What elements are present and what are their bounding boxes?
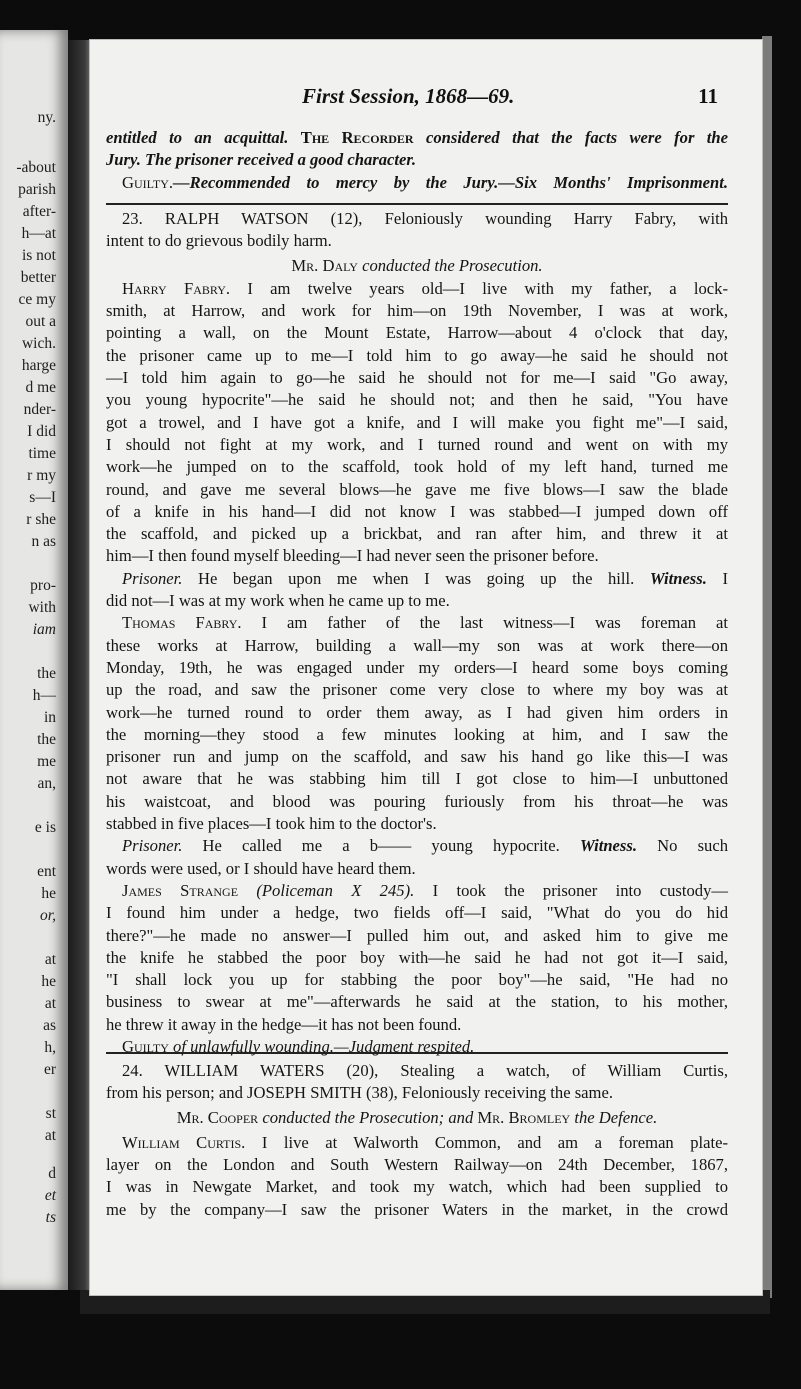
text-span: entitled to an acquittal.: [106, 128, 289, 147]
facing-page-fragment: -about: [16, 159, 56, 176]
text-span: conducted the Prosecution.: [362, 255, 543, 275]
facing-page-fragment: ent: [37, 863, 56, 880]
testimony-line: you young hypocrite"—he said he should not; and then he said, "You have: [106, 390, 728, 410]
speaker-label: Prisoner.: [122, 836, 183, 856]
testimony-line: got a trowel, and I have got a knife, and I will make you fight me"—I said,: [106, 412, 728, 432]
facing-page-fragment: h,: [44, 1039, 56, 1056]
facing-page-fragment: an,: [37, 775, 56, 792]
facing-page-fragment: at: [44, 995, 56, 1012]
testimony-line: not aware that he was stabbing him till I got close to him—I unbuttoned: [106, 769, 728, 789]
facing-page-fragment: h—: [32, 687, 56, 704]
facing-page-fragment: r she: [26, 511, 56, 528]
witness-name: James Strange: [122, 880, 239, 900]
facing-page-fragment: out a: [25, 313, 56, 330]
testimony-line: layer on the London and South Western Railway—on 24th December, 1867,: [106, 1155, 728, 1175]
text-span: I live at Walworth Common, and am a foreman plate-: [261, 1132, 729, 1152]
facing-page-fragment: h—at: [21, 225, 56, 242]
facing-page-fragment: he: [41, 973, 56, 990]
recorder-name: The Recorder: [300, 128, 414, 147]
facing-page-fragment: nder-: [23, 401, 56, 418]
facing-page-fragment: me: [37, 753, 56, 770]
facing-page-fragment: wich.: [21, 335, 56, 352]
case-23: [106, 208, 728, 1058]
testimony-line: his waistcoat, and blood was pouring furiously from his throat—he was: [106, 791, 728, 811]
verdict-text: of unlawfully wounding.—Judgment respited.: [173, 1036, 475, 1056]
testimony-line: the prisoner came up to me—I told him to go away—he said he should not: [106, 345, 728, 365]
facing-page-fragment: n as: [31, 533, 56, 550]
testimony-line: smith, at Harrow, and work for him—on 19th November, I was at work,: [106, 301, 728, 321]
counsel-name: Mr. Bromley: [477, 1107, 571, 1127]
facing-page-edge: [0, 30, 68, 1290]
case-title-line: from his person; and JOSEPH SMITH (38), Feloniously receiving the same.: [106, 1083, 613, 1103]
text-line: [106, 127, 728, 149]
facing-page-fragment: ny.: [37, 109, 56, 126]
testimony-line: business to swear at me"—afterwards he said at the station, to his mother,: [106, 992, 728, 1012]
section-rule: [106, 203, 728, 205]
speaker-label: Prisoner.: [122, 568, 183, 588]
prosecution-line: [106, 255, 728, 277]
facing-page-fragment: the: [37, 665, 56, 682]
facing-page-fragment: d: [48, 1165, 56, 1182]
speaker-label: Witness.: [649, 568, 707, 588]
testimony-line: me by the company—I saw the prisoner Waters in the market, in the crowd: [106, 1199, 728, 1219]
facing-page-fragment: the: [37, 731, 56, 748]
testimony-line: up the road, and saw the prisoner come very close to where my boy was at: [106, 680, 728, 700]
facing-page-fragment: r my: [27, 467, 56, 484]
text-line: Jury. The prisoner received a good character.: [106, 150, 417, 170]
case-title-line: intent to do grievous bodily harm.: [106, 231, 332, 251]
testimony-line: [106, 568, 728, 590]
testimony-line: work—he jumped on to the scaffold, took hold of my left hand, turned me: [106, 457, 728, 477]
testimony-line: [106, 612, 728, 634]
text-span: the Defence.: [574, 1107, 658, 1127]
testimony-line: of a knife in his hand—I did not know I was stabbed—I jumped down off: [106, 501, 728, 521]
testimony-line: stabbed in five places—I took him to the doctor's.: [106, 814, 437, 834]
testimony-line: he threw it away in the hedge—it has not been found.: [106, 1014, 462, 1034]
case-title-line: 24. WILLIAM WATERS (20), Stealing a watch, of William Curtis,: [122, 1061, 728, 1080]
facing-page-fragment: d me: [25, 379, 56, 396]
text-span: He began upon me when I was going up the hill.: [197, 568, 635, 588]
testimony-line: [106, 278, 728, 300]
facing-page-fragment: iam: [32, 621, 56, 638]
text-span: conducted the Prosecution;: [262, 1107, 445, 1127]
witness-name: Harry Fabry.: [122, 278, 231, 298]
facing-page-fragment: he: [41, 885, 56, 902]
page-number: 11: [698, 84, 718, 108]
testimony-line: round, and gave me several blows—he gave me five blows—I saw the blade: [106, 479, 728, 499]
running-head: First Session, 1868—69.: [302, 84, 515, 108]
verdict-text: —Recommended to mercy by the Jury.—Six Months' Imprisonment.: [173, 172, 728, 192]
facing-page-fragment: s—I: [29, 489, 56, 506]
counsel-name: Mr. Cooper: [176, 1107, 259, 1127]
text-span: He called me a b—— young hypocrite.: [202, 836, 560, 856]
verdict-label: Guilty.: [122, 172, 174, 192]
facing-page-fragment: or,: [40, 907, 56, 924]
testimony-line: "I shall lock you up for stabbing the poor boy"—he said, "He had no: [106, 970, 728, 990]
facing-page-fragment: in: [43, 709, 56, 726]
testimony-line: [106, 880, 728, 902]
verdict-line: [106, 172, 728, 194]
facing-page-fragment: is not: [21, 247, 56, 264]
facing-page-fragment: as: [43, 1017, 56, 1034]
section-rule: [106, 1052, 728, 1054]
facing-page-fragment: after-: [22, 203, 56, 220]
testimony-line: work—he turned round to order them away, as I had given him orders in: [106, 702, 728, 722]
speaker-label: Witness.: [579, 836, 637, 856]
facing-page-fragment: better: [20, 269, 56, 286]
case-title-line: 23. RALPH WATSON (12), Feloniously wounding Harry Fabry, with: [122, 209, 728, 228]
testimony-line: did not—I was at my work when he came up to me.: [106, 591, 450, 611]
testimony-line: these works at Harrow, building a wall—my son was at work there—on: [106, 635, 728, 655]
case-24: [106, 1060, 728, 1221]
prosecution-line: [106, 1107, 728, 1129]
testimony-line: —I told him again to go—he said he should not for me—I said "Go away,: [106, 368, 728, 388]
testimony-line: I was in Newgate Market, and took my watch, which had been supplied to: [106, 1177, 728, 1197]
facing-page-fragment: er: [43, 1061, 56, 1078]
facing-page-fragment: st: [45, 1105, 56, 1122]
testimony-line: pointing a wall, on the Mount Estate, Harrow—about 4 o'clock that day,: [106, 323, 728, 343]
witness-name: William Curtis.: [122, 1132, 246, 1152]
text-span: No such: [657, 836, 728, 856]
testimony-line: the morning—they stood a few minutes looking at him, and I saw the: [106, 724, 728, 744]
text-span: I am twelve years old—I live with my father, a lock-: [247, 278, 728, 298]
testimony-line: I should not fight at my work, and I turned round and went on with my: [106, 434, 728, 454]
testimony-line: there?"—he made no answer—I pulled him out, and asked him to give me: [106, 925, 728, 945]
text-span: I am father of the last witness—I was foreman at: [261, 613, 729, 633]
page-edge: [762, 36, 772, 1298]
facing-page-fragment: ce my: [18, 291, 56, 308]
facing-page-fragment: I did: [27, 423, 56, 440]
witness-name: Thomas Fabry.: [122, 613, 242, 633]
testimony-line: prisoner run and jump on the scaffold, and saw his hand go like this—I was: [106, 747, 728, 767]
testimony-line: him—I then found myself bleeding—I had never seen the prisoner before.: [106, 546, 599, 566]
facing-page-fragment: time: [28, 445, 56, 462]
facing-page-fragment: pro-: [30, 577, 56, 594]
facing-page-fragment: et: [44, 1187, 56, 1204]
text-span: I: [722, 568, 728, 588]
facing-page-fragment: ts: [45, 1209, 56, 1226]
facing-page-fragment: at: [44, 951, 56, 968]
testimony-line: the scaffold, and picked up a brickbat, and ran after him, and threw it at: [106, 524, 728, 544]
verdict-label: Guilty: [122, 1036, 169, 1056]
facing-page-fragment: with: [28, 599, 56, 616]
testimony-line: [106, 1132, 728, 1154]
previous-case-ending: [106, 127, 728, 194]
page-header: [90, 84, 762, 114]
text-span: I took the prisoner into custody—: [432, 880, 728, 900]
testimony-line: words were used, or I should have heard them.: [106, 858, 416, 878]
verdict-line: [106, 1036, 728, 1058]
text-span: considered that the facts were for the: [425, 128, 728, 147]
facing-page-fragment: parish: [18, 181, 56, 198]
testimony-line: Monday, 19th, he was engaged under my orders—I heard some boys coming: [106, 657, 728, 677]
testimony-line: [106, 835, 728, 857]
text-span: and: [448, 1107, 474, 1127]
facing-page-fragment: harge: [21, 357, 56, 374]
witness-role: (Policeman X 245).: [256, 880, 415, 900]
facing-page-fragment: at: [44, 1127, 56, 1144]
testimony-line: I found him under a hedge, two fields off—I said, "What do you do hid: [106, 903, 728, 923]
testimony-line: the knife he stabbed the poor boy with—he said he had not got it—I said,: [106, 947, 728, 967]
counsel-name: Mr. Daly: [291, 255, 358, 275]
facing-page-fragment: e is: [34, 819, 56, 836]
book-page: [90, 40, 762, 1295]
